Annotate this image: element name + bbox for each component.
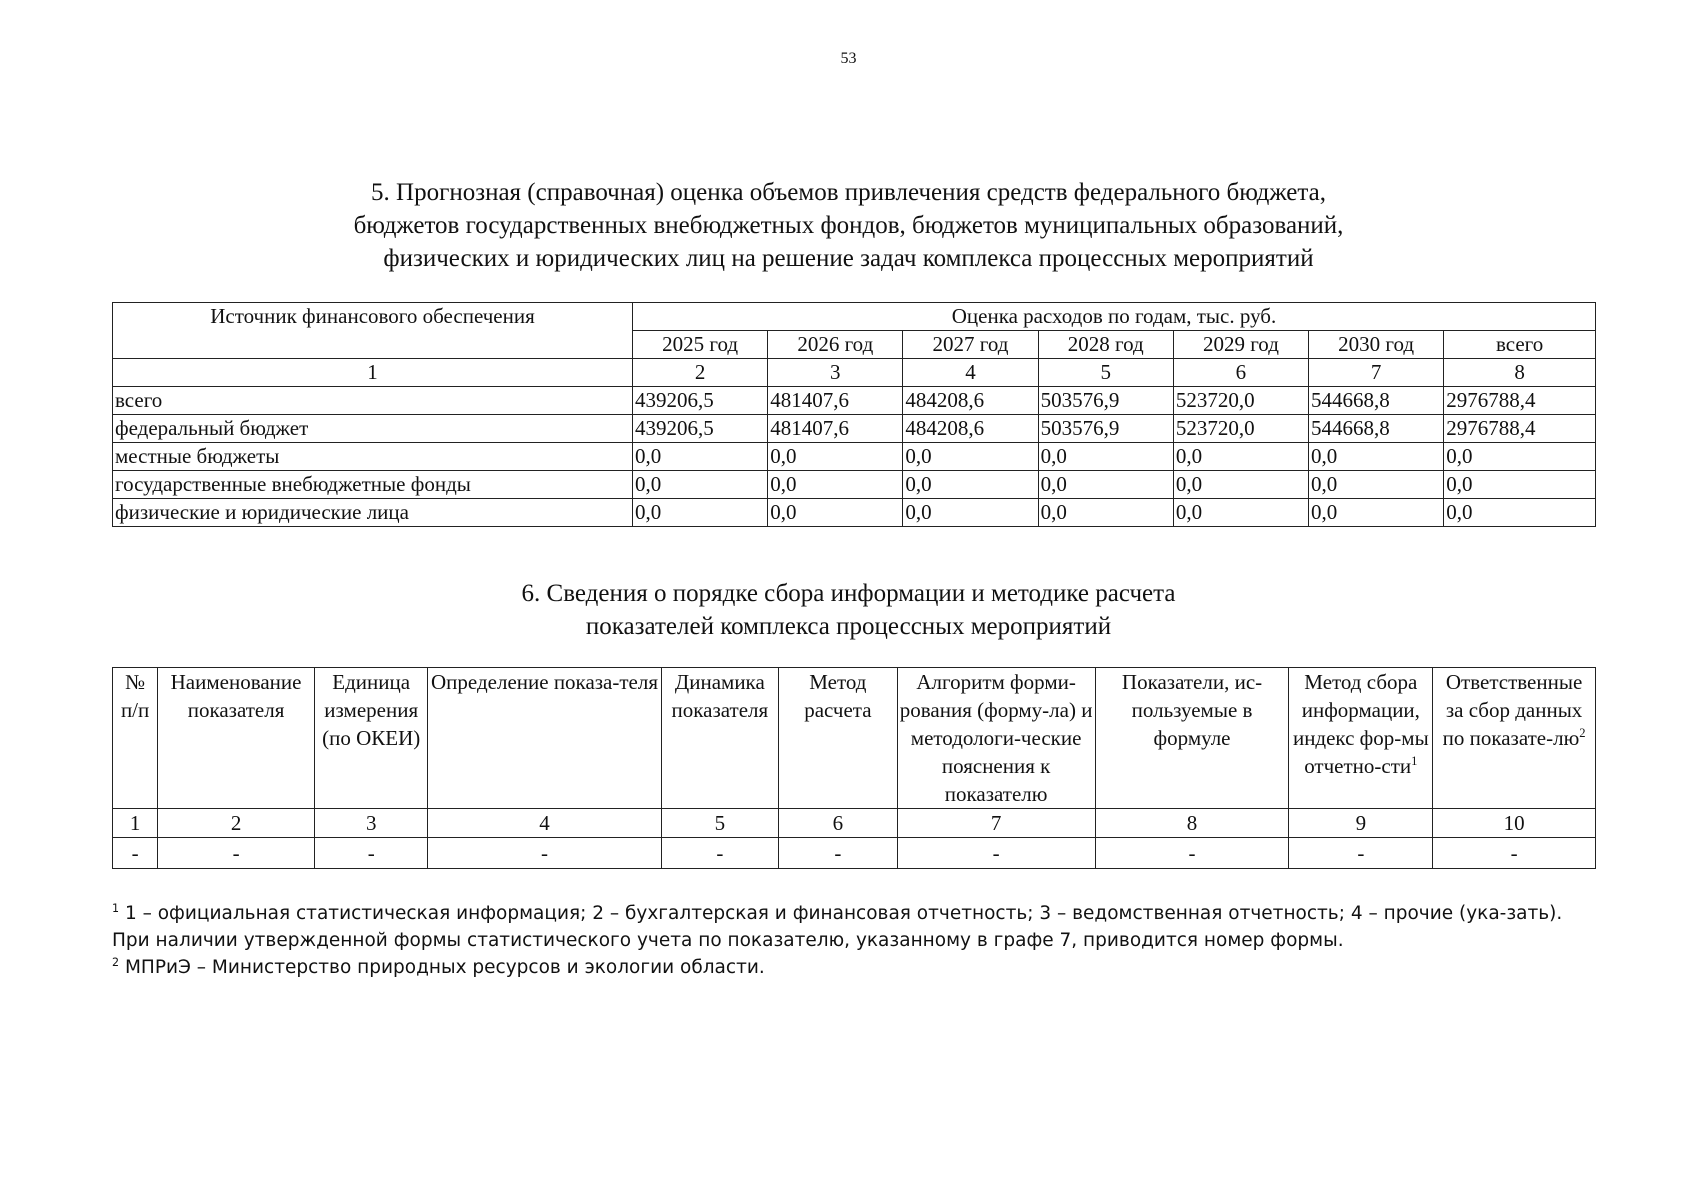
row-value: 0,0: [1444, 499, 1596, 527]
footnote-2: [112, 954, 1592, 981]
source-header: Источник финансового обеспечения: [113, 303, 633, 359]
row-value: 0,0: [633, 499, 768, 527]
column-number: 3: [768, 359, 903, 387]
row-value: 523720,0: [1173, 387, 1308, 415]
section-5-title-line: бюджетов государственных внебюджетных фондов, бюджетов муниципальных образований,: [353, 212, 1344, 239]
section-6-title-line: 6. Сведения о порядке сбора информации и методике расчета: [521, 580, 1176, 607]
column-number: 8: [1095, 809, 1289, 838]
row-value: 0,0: [1444, 471, 1596, 499]
row-value: 0,0: [903, 443, 1038, 471]
table-cell: -: [897, 838, 1095, 869]
footnotes: [112, 900, 1592, 981]
estimate-header: Оценка расходов по годам, тыс. руб.: [633, 303, 1596, 331]
row-label: местные бюджеты: [113, 443, 633, 471]
table-row: [113, 499, 1596, 527]
row-value: 481407,6: [768, 415, 903, 443]
row-value: 0,0: [1173, 499, 1308, 527]
column-number: 2: [158, 809, 315, 838]
row-value: 0,0: [768, 443, 903, 471]
section-5-title: [0, 176, 1697, 275]
column-number: 7: [897, 809, 1095, 838]
column-number: 7: [1309, 359, 1444, 387]
column-number: 9: [1289, 809, 1433, 838]
year-header: 2030 год: [1309, 331, 1444, 359]
table-row: [113, 471, 1596, 499]
table-cell: -: [314, 838, 428, 869]
row-value: 0,0: [768, 499, 903, 527]
row-label: федеральный бюджет: [113, 415, 633, 443]
column-header: Динамика показателя: [661, 668, 779, 809]
section-5-title-line: физических и юридических лиц на решение задач комплекса процессных мероприятий: [383, 245, 1314, 272]
column-number-row: [113, 809, 1596, 838]
row-label: государственные внебюджетные фонды: [113, 471, 633, 499]
column-number: 6: [779, 809, 898, 838]
row-value: 0,0: [1309, 443, 1444, 471]
column-number: 10: [1433, 809, 1596, 838]
footnote-1: [112, 900, 1592, 954]
column-header-text: Метод сбора информации, индекс фор-мы отчетно-сти: [1292, 670, 1429, 778]
row-value: 0,0: [1173, 471, 1308, 499]
row-value: 0,0: [1444, 443, 1596, 471]
row-value: 503576,9: [1038, 415, 1173, 443]
table-row: [113, 387, 1596, 415]
row-value: 0,0: [1038, 443, 1173, 471]
section-5-title-line: 5. Прогнозная (справочная) оценка объемов привлечения средств федерального бюджета,: [371, 179, 1326, 206]
header-row: [113, 668, 1596, 809]
footnote-ref: 2: [1579, 726, 1586, 740]
row-value: 523720,0: [1173, 415, 1308, 443]
table-cell: -: [428, 838, 661, 869]
row-value: 0,0: [768, 471, 903, 499]
column-header: [1289, 668, 1433, 809]
column-number: 2: [633, 359, 768, 387]
table-row: [113, 838, 1596, 869]
column-header: Наименование показателя: [158, 668, 315, 809]
table-cell: -: [1095, 838, 1289, 869]
section-6-title: [0, 577, 1697, 643]
row-value: 0,0: [1038, 471, 1173, 499]
table-cell: -: [158, 838, 315, 869]
column-header: Определение показа-теля: [428, 668, 661, 809]
row-value: 481407,6: [768, 387, 903, 415]
table-cell: -: [661, 838, 779, 869]
row-value: 439206,5: [633, 415, 768, 443]
column-number: 1: [113, 359, 633, 387]
row-value: 0,0: [903, 499, 1038, 527]
column-number: 3: [314, 809, 428, 838]
column-number: 5: [1038, 359, 1173, 387]
year-header: 2026 год: [768, 331, 903, 359]
column-header: Алгоритм форми-рования (форму-ла) и методологи-ческие пояснения к показателю: [897, 668, 1095, 809]
column-header: Метод расчета: [779, 668, 898, 809]
table-cell: -: [779, 838, 898, 869]
row-value: 503576,9: [1038, 387, 1173, 415]
column-header: Показатели, ис-пользуемые в формуле: [1095, 668, 1289, 809]
row-value: 439206,5: [633, 387, 768, 415]
table-cell: -: [1433, 838, 1596, 869]
column-number: 1: [113, 809, 158, 838]
column-number: 4: [428, 809, 661, 838]
column-number: 4: [903, 359, 1038, 387]
row-value: 2976788,4: [1444, 387, 1596, 415]
row-value: 484208,6: [903, 387, 1038, 415]
column-number: 8: [1444, 359, 1596, 387]
row-value: 0,0: [1309, 471, 1444, 499]
table-cell: -: [1289, 838, 1433, 869]
methodology-table: [112, 667, 1596, 869]
footnote-mark: 1: [112, 901, 120, 915]
row-value: 0,0: [633, 443, 768, 471]
row-value: 0,0: [633, 471, 768, 499]
column-header: № п/п: [113, 668, 158, 809]
row-label: всего: [113, 387, 633, 415]
year-header: 2029 год: [1173, 331, 1308, 359]
footnote-text: МПРиЭ – Министерство природных ресурсов и экологии области.: [124, 957, 765, 978]
row-value: 0,0: [1038, 499, 1173, 527]
row-value: 544668,8: [1309, 387, 1444, 415]
year-header: 2028 год: [1038, 331, 1173, 359]
year-header: 2025 год: [633, 331, 768, 359]
table-row: [113, 415, 1596, 443]
row-value: 0,0: [903, 471, 1038, 499]
funding-estimate-table: [112, 302, 1596, 527]
footnote-mark: 2: [112, 955, 120, 969]
row-value: 2976788,4: [1444, 415, 1596, 443]
row-value: 484208,6: [903, 415, 1038, 443]
page-number: 53: [840, 50, 857, 67]
column-number: 5: [661, 809, 779, 838]
column-number: 6: [1173, 359, 1308, 387]
footnote-ref: 1: [1411, 754, 1418, 768]
row-value: 0,0: [1173, 443, 1308, 471]
table-cell: -: [113, 838, 158, 869]
row-value: 544668,8: [1309, 415, 1444, 443]
year-header: 2027 год: [903, 331, 1038, 359]
column-header-text: Ответственные за сбор данных по показате-лю: [1442, 670, 1583, 750]
row-value: 0,0: [1309, 499, 1444, 527]
total-header: всего: [1444, 331, 1596, 359]
footnote-text: 1 – официальная статистическая информация; 2 – бухгалтерская и финансовая отчетность; 3 – ведомственная отчетность; 4 – прочие (ука-зать). При наличии утвержденной формы статистического учета по показателю, указанному в графе 7, приводится номер формы.: [112, 903, 1563, 951]
column-header: [1433, 668, 1596, 809]
row-label: физические и юридические лица: [113, 499, 633, 527]
table-row: [113, 443, 1596, 471]
column-header: Единица измерения (по ОКЕИ): [314, 668, 428, 809]
section-6-title-line: показателей комплекса процессных мероприятий: [585, 613, 1112, 640]
column-number-row: [113, 359, 1596, 387]
